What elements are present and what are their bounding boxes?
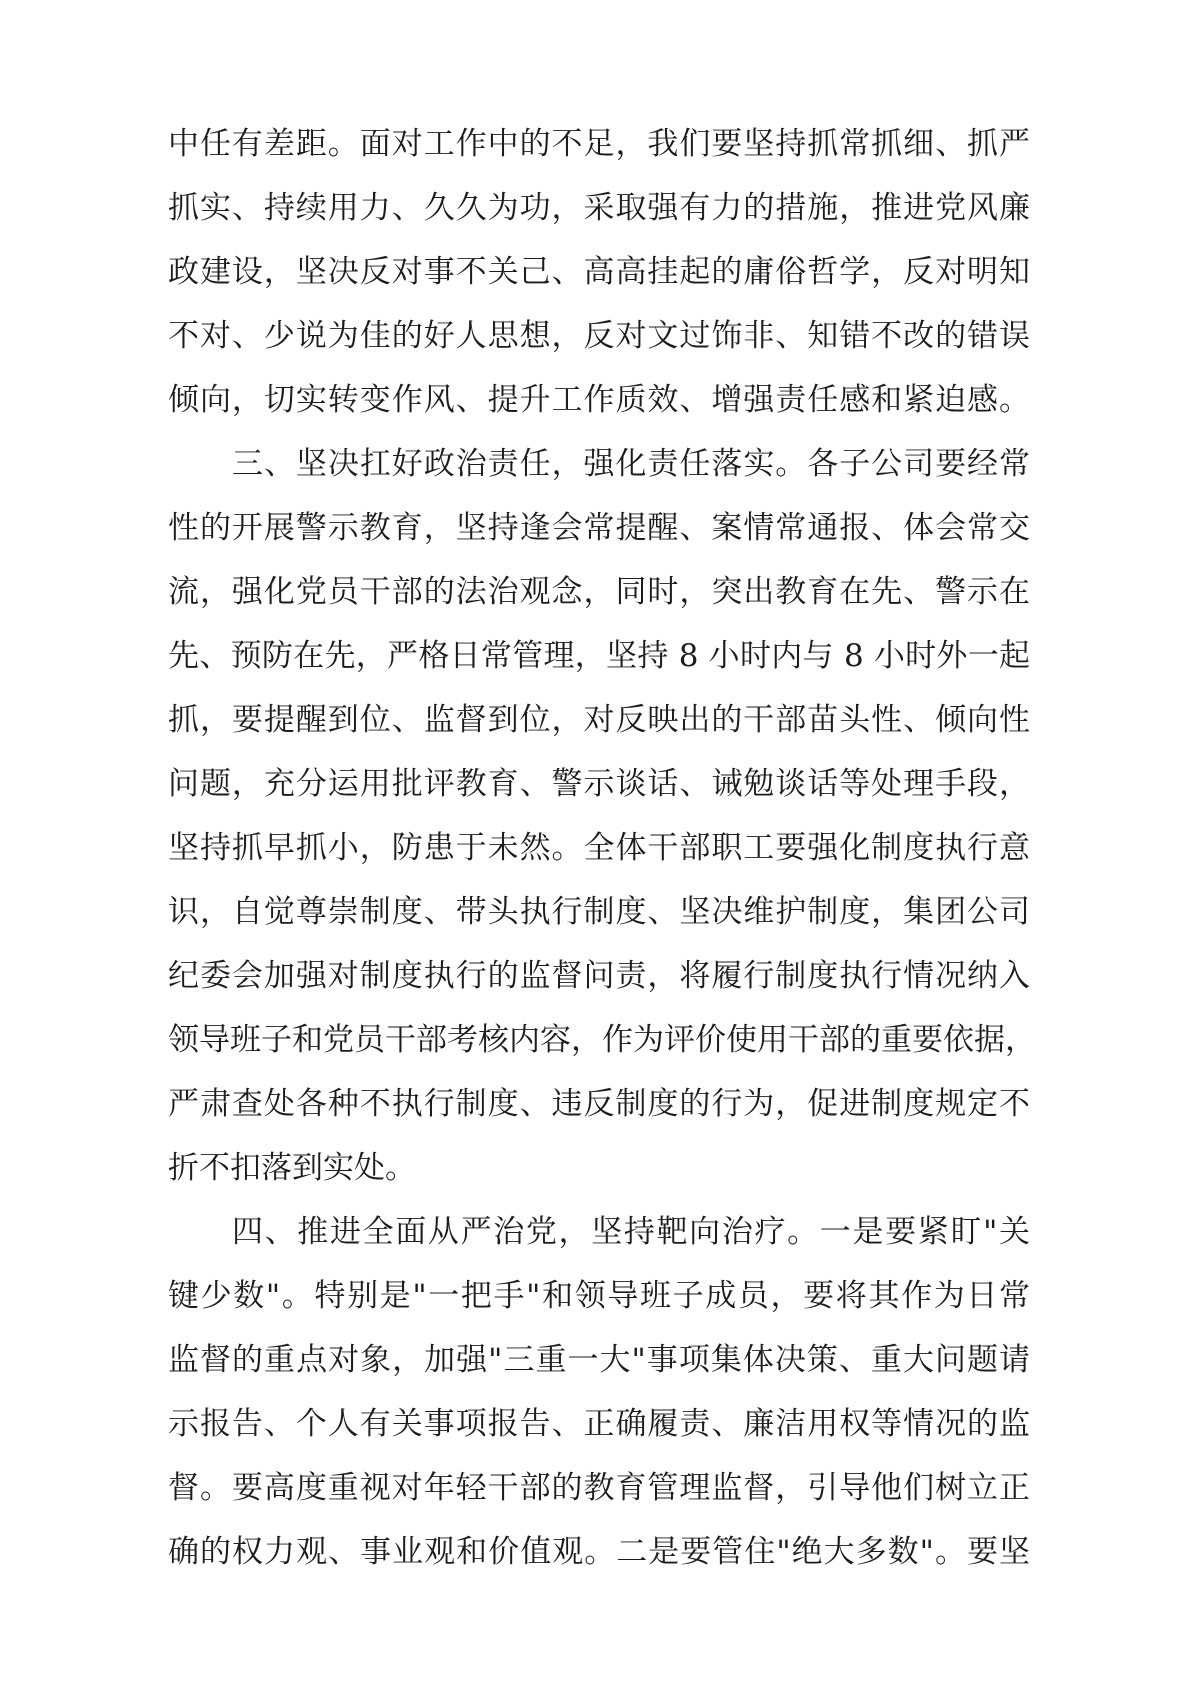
- document-line: 坚持抓早抓小，防患于未然。全体干部职工要强化制度执行意: [168, 830, 1030, 866]
- document-line: 倾向，切实转变作风、提升工作质效、增强责任感和紧迫感。: [168, 382, 1030, 418]
- document-line: 先、预防在先，严格日常管理，坚持 8 小时内与 8 小时外一起: [168, 638, 1030, 674]
- document-line: 监督的重点对象，加强"三重一大"事项集体决策、重大问题请: [168, 1342, 1030, 1378]
- document-line-paragraph-start: 四、推进全面从严治党，坚持靶向治疗。一是要紧盯"关: [232, 1214, 1030, 1250]
- document-line: 督。要高度重视对年轻干部的教育管理监督，引导他们树立正: [168, 1470, 1030, 1506]
- document-line: 不对、少说为佳的好人思想，反对文过饰非、知错不改的错误: [168, 318, 1030, 354]
- document-line: 流，强化党员干部的法治观念，同时，突出教育在先、警示在: [168, 574, 1030, 610]
- document-line: 纪委会加强对制度执行的监督问责，将履行制度执行情况纳入: [168, 958, 1030, 994]
- document-body: [168, 112, 1036, 1584]
- document-line: 示报告、个人有关事项报告、正确履责、廉洁用权等情况的监: [168, 1406, 1030, 1442]
- document-line: 中任有差距。面对工作中的不足，我们要坚持抓常抓细、抓严: [168, 126, 1030, 162]
- document-line-paragraph-start: 三、坚决扛好政治责任，强化责任落实。各子公司要经常: [232, 446, 1030, 482]
- document-line: 识，自觉尊崇制度、带头执行制度、坚决维护制度，集团公司: [168, 894, 1030, 930]
- document-line: 性的开展警示教育，坚持逢会常提醒、案情常通报、体会常交: [168, 510, 1030, 546]
- document-line: 严肃查处各种不执行制度、违反制度的行为，促进制度规定不: [168, 1086, 1030, 1122]
- document-line: 政建设，坚决反对事不关己、高高挂起的庸俗哲学，反对明知: [168, 254, 1030, 290]
- document-line: 问题，充分运用批评教育、警示谈话、诫勉谈话等处理手段，: [168, 766, 1030, 802]
- document-line: 抓实、持续用力、久久为功，采取强有力的措施，推进党风廉: [168, 190, 1030, 226]
- document-line: 抓，要提醒到位、监督到位，对反映出的干部苗头性、倾向性: [168, 702, 1030, 738]
- document-line: 确的权力观、事业观和价值观。二是要管住"绝大多数"。要坚: [168, 1534, 1030, 1570]
- document-line-paragraph-end: 折不扣落到实处。: [168, 1150, 416, 1186]
- document-line: 领导班子和党员干部考核内容，作为评价使用干部的重要依据，: [168, 1022, 1036, 1058]
- document-line: 键少数"。特别是"一把手"和领导班子成员，要将其作为日常: [168, 1278, 1030, 1314]
